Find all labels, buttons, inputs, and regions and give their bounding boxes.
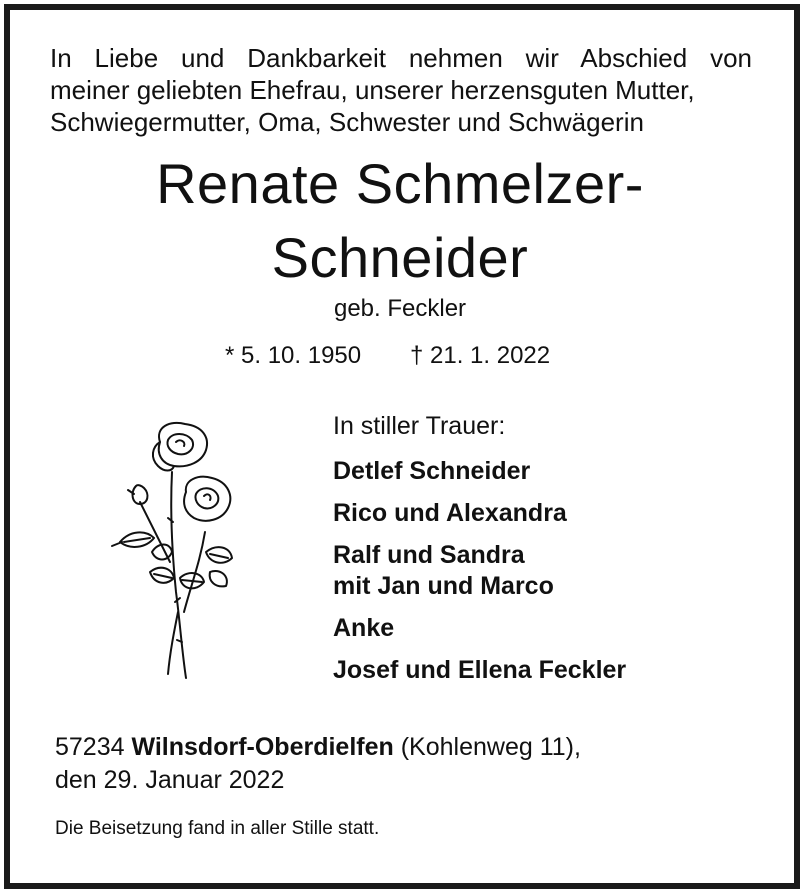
postcode: 57234 <box>55 733 125 761</box>
death-date: † 21. 1. 2022 <box>410 342 551 369</box>
mourning-heading: In stiller Trauer: <box>333 412 506 440</box>
mourners-list <box>333 410 753 697</box>
mourner-name: Rico und Alexandra <box>333 499 567 527</box>
mourner-name: Josef und Ellena Feckler <box>333 656 627 684</box>
deceased-name-line-1: Renate Schmelzer- <box>156 152 644 215</box>
intro-line-1: In Liebe und Dankbarkeit nehmen wir Abschied von <box>50 43 752 73</box>
mourner-name: Detlef Schneider <box>333 457 531 485</box>
birth-date: * 5. 10. 1950 <box>225 342 362 369</box>
birth-name: geb. Feckler <box>333 295 467 322</box>
place-name: Wilnsdorf-Oberdielfen <box>131 733 394 761</box>
address-block <box>55 731 581 797</box>
intro-text <box>50 42 752 138</box>
deceased-name-line-2: Schneider <box>271 226 529 289</box>
date-line: den 29. Januar 2022 <box>55 766 285 794</box>
mourner-name: Anke <box>333 614 395 642</box>
intro-line-3: Schwiegermutter, Oma, Schwester und Schwägerin <box>50 107 644 137</box>
burial-note: Die Beisetzung fand in aller Stille statt. <box>55 818 380 839</box>
mourner-name: mit Jan und Marco <box>333 572 554 600</box>
mourner-name: Ralf und Sandra <box>333 541 525 569</box>
street: (Kohlenweg 11), <box>400 733 581 761</box>
intro-line-2: meiner geliebten Ehefrau, unserer herzensguten Mutter, <box>50 75 695 105</box>
rose-icon <box>110 412 240 682</box>
